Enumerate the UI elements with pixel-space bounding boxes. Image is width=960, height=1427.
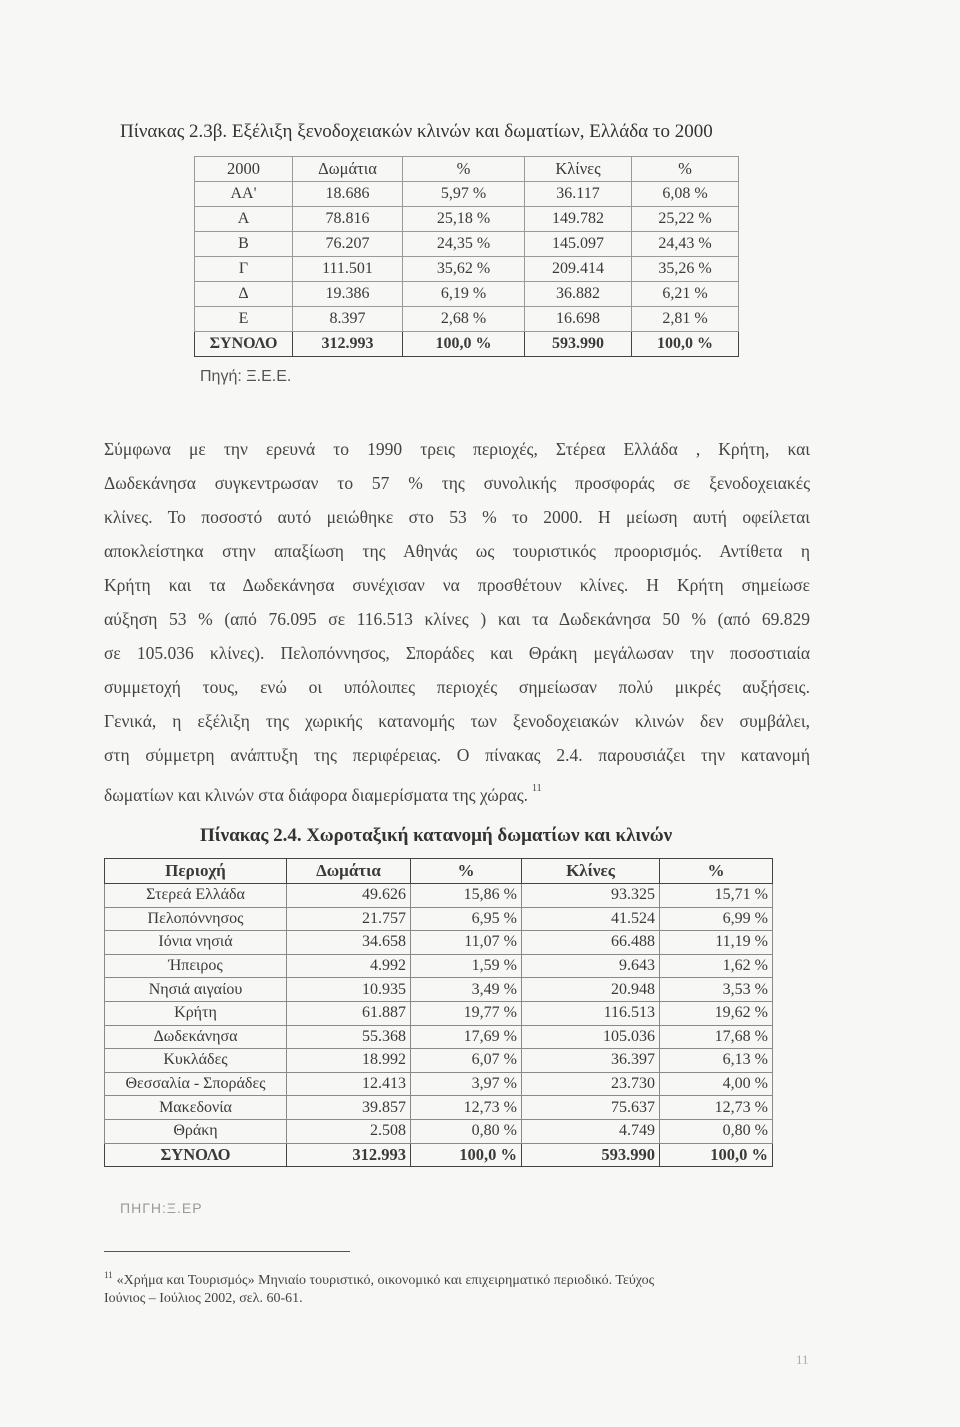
footnote-text-1: «Χρήμα και Τουρισμός» Μηνιαίο τουριστικό, οικονομικό και επιχειρηματικό περιοδικό. Τεύχος	[116, 1273, 655, 1288]
table-row	[105, 884, 773, 908]
paragraph-line-text: σε 105.036 κλίνες). Πελοπόννησος, Σποράδες και Θράκη μεγάλωσαν την ποσοστιαία	[104, 643, 810, 663]
paragraph-line	[104, 602, 810, 636]
beds-cell: 4.749	[522, 1119, 660, 1143]
beds-pct-cell: 0,80 %	[660, 1119, 773, 1143]
beds-cell: 9.643	[522, 954, 660, 978]
rooms-cell: 34.658	[287, 931, 411, 955]
region-cell: Μακεδονία	[105, 1096, 287, 1120]
table2-source: ΠΗΓΗ:Ξ.ΕΡ	[120, 1200, 203, 1216]
table-row	[105, 1001, 773, 1025]
region-cell: Θεσσαλία - Σποράδες	[105, 1072, 287, 1096]
beds-pct-cell: 25,22 %	[632, 207, 739, 232]
region-cell: Δ	[195, 282, 293, 307]
region-cell: Κρήτη	[105, 1001, 287, 1025]
beds-pct-cell: 4,00 %	[660, 1072, 773, 1096]
rooms-cell: 18.992	[287, 1049, 411, 1073]
table1-source: Πηγή: Ξ.Ε.Ε.	[200, 368, 292, 385]
footnote-line-2: Ιούνιος – Ιούλιος 2002, σελ. 60-61.	[104, 1291, 303, 1306]
beds-cell: 16.698	[525, 307, 632, 332]
rooms-pct-cell: 100,0 %	[403, 332, 525, 357]
table1-caption: Πίνακας 2.3β. Εξέλιξη ξενοδοχειακών κλινών και δωματίων, Ελλάδα το 2000	[120, 121, 713, 142]
rooms-pct-cell: 6,95 %	[411, 907, 522, 931]
beds-pct-cell: 1,62 %	[660, 954, 773, 978]
table-row	[195, 257, 739, 282]
region-cell: Πελοπόννησος	[105, 907, 287, 931]
region-cell: Α	[195, 207, 293, 232]
header-row	[195, 157, 739, 182]
paragraph-line	[104, 772, 810, 806]
beds-cell: Κλίνες	[525, 157, 632, 182]
beds-pct-cell: 100,0 %	[632, 332, 739, 357]
table-row	[105, 978, 773, 1002]
region-cell: Κυκλάδες	[105, 1049, 287, 1073]
rooms-pct-cell: 15,86 %	[411, 884, 522, 908]
rooms-cell: 312.993	[293, 332, 403, 357]
rooms-cell: 10.935	[287, 978, 411, 1002]
table-row	[195, 182, 739, 207]
rooms-cell: 21.757	[287, 907, 411, 931]
footnote-line-1	[104, 1266, 804, 1290]
rooms-cell: 39.857	[287, 1096, 411, 1120]
rooms-pct-cell: %	[403, 157, 525, 182]
beds-cell: 75.637	[522, 1096, 660, 1120]
rooms-cell: 18.686	[293, 182, 403, 207]
rooms-cell: 312.993	[287, 1143, 411, 1167]
beds-cell: 36.397	[522, 1049, 660, 1073]
beds-cell: 116.513	[522, 1001, 660, 1025]
table-row	[195, 307, 739, 332]
rooms-cell: Δωμάτια	[293, 157, 403, 182]
beds-pct-cell: 35,26 %	[632, 257, 739, 282]
table-row	[195, 232, 739, 257]
table-row	[105, 1025, 773, 1049]
rooms-cell: 19.386	[293, 282, 403, 307]
beds-pct-cell: %	[632, 157, 739, 182]
beds-cell: Κλίνες	[522, 859, 660, 884]
paragraph-line	[104, 670, 810, 704]
footnote	[104, 1266, 804, 1308]
beds-pct-cell: %	[660, 859, 773, 884]
beds-cell: 593.990	[525, 332, 632, 357]
region-cell: Ήπειρος	[105, 954, 287, 978]
beds-pct-cell: 6,08 %	[632, 182, 739, 207]
rooms-pct-cell: 3,49 %	[411, 978, 522, 1002]
rooms-pct-cell: 6,19 %	[403, 282, 525, 307]
rooms-cell: 8.397	[293, 307, 403, 332]
table-row	[195, 207, 739, 232]
rooms-cell: 2.508	[287, 1119, 411, 1143]
page-number: 11	[796, 1352, 809, 1367]
rooms-cell: 49.626	[287, 884, 411, 908]
paragraph-line	[104, 500, 810, 534]
beds-cell: 20.948	[522, 978, 660, 1002]
paragraph-line-text: Γενικά, η εξέλιξη της χωρικής κατανομής των ξενοδοχειακών κλινών δεν συμβάλει,	[104, 711, 810, 731]
beds-pct-cell: 6,13 %	[660, 1049, 773, 1073]
header-row	[105, 859, 773, 884]
rooms-pct-cell: %	[411, 859, 522, 884]
rooms-pct-cell: 0,80 %	[411, 1119, 522, 1143]
paragraph-line-text: στη σύμμετρη ανάπτυξη της περιφέρειας. Ο πίνακας 2.4. παρουσιάζει την κατανομή	[104, 745, 810, 765]
rooms-cell: 12.413	[287, 1072, 411, 1096]
rooms-cell: 61.887	[287, 1001, 411, 1025]
paragraph-line	[104, 636, 810, 670]
beds-cell: 36.882	[525, 282, 632, 307]
region-cell: Ιόνια νησιά	[105, 931, 287, 955]
table-row	[105, 907, 773, 931]
beds-pct-cell: 100,0 %	[660, 1143, 773, 1167]
paragraph-line-text: Δωδεκάνησα συγκεντρωσαν το 57 % της συνολικής προσφοράς σε ξενοδοχειακές	[104, 473, 810, 493]
beds-cell: 93.325	[522, 884, 660, 908]
paragraph-line	[104, 568, 810, 602]
footnote-reference: 11	[532, 783, 542, 794]
region-cell: ΣΥΝΟΛΟ	[195, 332, 293, 357]
beds-pct-cell: 17,68 %	[660, 1025, 773, 1049]
hotel-rooms-table-2000	[194, 156, 739, 357]
region-cell: 2000	[195, 157, 293, 182]
paragraph-line-text: αύξηση 53 % (από 76.095 σε 116.513 κλίνες ) και τα Δωδεκάνησα 50 % (από 69.829	[104, 609, 810, 629]
total-row	[195, 332, 739, 357]
rooms-pct-cell: 12,73 %	[411, 1096, 522, 1120]
beds-cell: 105.036	[522, 1025, 660, 1049]
rooms-pct-cell: 17,69 %	[411, 1025, 522, 1049]
rooms-pct-cell: 2,68 %	[403, 307, 525, 332]
table-row	[105, 1096, 773, 1120]
paragraph-line-text: Κρήτη και τα Δωδεκάνησα συνέχισαν να προσθέτουν κλίνες. Η Κρήτη σημείωσε	[104, 575, 810, 595]
region-cell: Δωδεκάνησα	[105, 1025, 287, 1049]
footnote-mark: 11	[104, 1270, 113, 1280]
beds-cell: 593.990	[522, 1143, 660, 1167]
paragraph-line-text: κλίνες. Το ποσοστό αυτό μειώθηκε στο 53 % το 2000. Η μείωση αυτή οφείλεται	[104, 507, 810, 527]
table-row	[105, 1119, 773, 1143]
paragraph-line	[104, 738, 810, 772]
rooms-pct-cell: 100,0 %	[411, 1143, 522, 1167]
region-cell: ΣΥΝΟΛΟ	[105, 1143, 287, 1167]
rooms-pct-cell: 35,62 %	[403, 257, 525, 282]
region-cell: ΑΑ'	[195, 182, 293, 207]
beds-cell: 36.117	[525, 182, 632, 207]
paragraph-line-text: Σύμφωνα με την ερευνά το 1990 τρεις περιοχές, Στέρεα Ελλάδα , Κρήτη, και	[104, 439, 810, 459]
paragraph-line	[104, 432, 810, 466]
beds-pct-cell: 24,43 %	[632, 232, 739, 257]
beds-pct-cell: 15,71 %	[660, 884, 773, 908]
table2-caption: Πίνακας 2.4. Χωροταξική κατανομή δωματίων και κλινών	[200, 825, 673, 846]
beds-pct-cell: 12,73 %	[660, 1096, 773, 1120]
beds-cell: 23.730	[522, 1072, 660, 1096]
paragraph-line	[104, 466, 810, 500]
rooms-cell: 78.816	[293, 207, 403, 232]
rooms-cell: 55.368	[287, 1025, 411, 1049]
paragraph-line-text: δωματίων και κλινών στα διάφορα διαμερίσματα της χώρας.	[104, 785, 529, 805]
table-row	[105, 1072, 773, 1096]
table-row	[105, 931, 773, 955]
region-cell: Στερεά Ελλάδα	[105, 884, 287, 908]
beds-pct-cell: 2,81 %	[632, 307, 739, 332]
rooms-cell: 4.992	[287, 954, 411, 978]
paragraph-line	[104, 704, 810, 738]
rooms-pct-cell: 5,97 %	[403, 182, 525, 207]
region-cell: Β	[195, 232, 293, 257]
beds-pct-cell: 3,53 %	[660, 978, 773, 1002]
beds-pct-cell: 19,62 %	[660, 1001, 773, 1025]
region-cell: Γ	[195, 257, 293, 282]
table-row	[105, 954, 773, 978]
rooms-pct-cell: 3,97 %	[411, 1072, 522, 1096]
paragraph-line-text: συμμετοχή τους, ενώ οι υπόλοιπες περιοχές σημείωσαν πολύ μικρές αυξήσεις.	[104, 677, 810, 697]
paragraph-line	[104, 534, 810, 568]
region-cell: Περιοχή	[105, 859, 287, 884]
region-cell: Ε	[195, 307, 293, 332]
rooms-cell: 76.207	[293, 232, 403, 257]
beds-cell: 41.524	[522, 907, 660, 931]
beds-cell: 145.097	[525, 232, 632, 257]
beds-cell: 66.488	[522, 931, 660, 955]
body-paragraph	[104, 432, 810, 806]
region-cell: Θράκη	[105, 1119, 287, 1143]
footnote-divider	[104, 1251, 350, 1252]
paragraph-line-text: αποκλείστηκα στην απαξίωση της Αθηνάς ως τουριστικός προορισμός. Αντίθετα η	[104, 541, 810, 561]
rooms-pct-cell: 19,77 %	[411, 1001, 522, 1025]
region-cell: Νησιά αιγαίου	[105, 978, 287, 1002]
beds-cell: 209.414	[525, 257, 632, 282]
beds-pct-cell: 6,99 %	[660, 907, 773, 931]
rooms-pct-cell: 11,07 %	[411, 931, 522, 955]
beds-cell: 149.782	[525, 207, 632, 232]
rooms-pct-cell: 24,35 %	[403, 232, 525, 257]
regional-distribution-table	[104, 858, 773, 1167]
rooms-cell: 111.501	[293, 257, 403, 282]
rooms-pct-cell: 6,07 %	[411, 1049, 522, 1073]
total-row	[105, 1143, 773, 1167]
table-row	[105, 1049, 773, 1073]
rooms-cell: Δωμάτια	[287, 859, 411, 884]
rooms-pct-cell: 25,18 %	[403, 207, 525, 232]
table-row	[195, 282, 739, 307]
rooms-pct-cell: 1,59 %	[411, 954, 522, 978]
beds-pct-cell: 6,21 %	[632, 282, 739, 307]
beds-pct-cell: 11,19 %	[660, 931, 773, 955]
